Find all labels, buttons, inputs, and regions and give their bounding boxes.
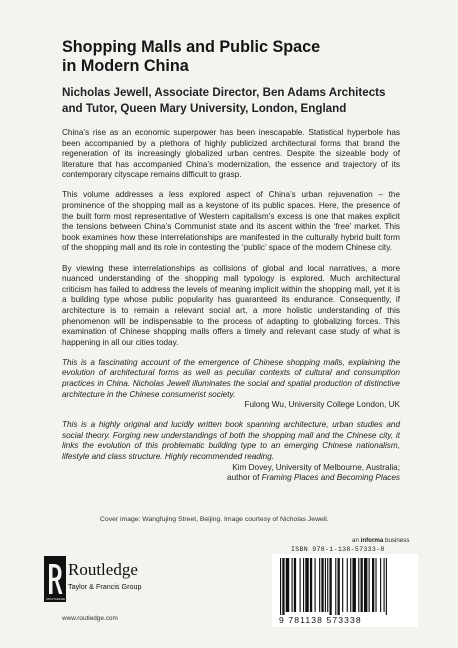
attribution-2-prefix: author of	[227, 473, 262, 483]
book-title	[62, 38, 402, 76]
informa-prefix: an	[352, 537, 361, 544]
routledge-logo	[44, 556, 164, 606]
routledge-r-icon	[44, 556, 66, 602]
blurb	[62, 128, 400, 493]
publisher-group: Taylor & Francis Group	[68, 582, 142, 591]
cover-credit: Cover image: Wangfujing Street, Beijing. Image courtesy of Nicholas Jewell.	[100, 516, 329, 523]
author-line-1: Nicholas Jewell, Associate Director, Ben Adams Architects	[62, 86, 386, 99]
publisher-website[interactable]: www.routledge.com	[62, 615, 118, 622]
endorsement-attribution-2	[62, 463, 400, 484]
header	[62, 38, 402, 116]
endorsement-attribution-1: Fulong Wu, University College London, UK	[244, 400, 400, 410]
endorsement-quote-2: This is a highly original and lucidly written book spanning architecture, urban studies and social theory. Forging new understandings of both the shopping mall and the Chinese city, it links the evolution of this problematic building type to an emerging Chinese nationalism, lifestyle and class structure. Highly recommended reading.	[62, 420, 400, 462]
barcode-digits: 9 781138 573338	[279, 615, 415, 625]
author-block	[62, 85, 402, 116]
paragraph-3: By viewing these interrelationships as collisions of global and local narratives, a more nuanced understanding of the shopping mall typology is explored. Much architectural criticism has failed to address the levels of meaning implicit within the shopping mall, yet it is a building type whose public popularity has guaranteed its endurance. Consequently, if architecture is to remain a relevant social art, a more holistic understanding of this phenomenon will be indispensable to the process of adapting to globalizing forces. This examination of Chinese shopping malls offers a timely and relevant case study of what is happening in all our cities today.	[62, 263, 400, 347]
attribution-2-line-1: Kim Dovey, University of Melbourne, Australia;	[232, 462, 400, 472]
barcode-icon	[272, 554, 418, 616]
attribution-2-titles: Framing Places and Becoming Places	[261, 473, 400, 483]
informa-suffix: business	[383, 537, 410, 544]
informa-word: informa	[360, 537, 384, 544]
endorsement-quote-1: This is a fascinating account of the emergence of Chinese shopping malls, explaining the evolution of architectural forms as well as peculiar contexts of cultural and consumption practices in China. Nicholas Jewell illuminates the social and spatial production of distinctive architecture in the Chinese consumerist society.	[62, 357, 400, 399]
title-line-1: Shopping Malls and Public Space	[62, 38, 321, 56]
author-line-2: and Tutor, Queen Mary University, London, England	[62, 101, 347, 115]
publisher-name: Routledge	[68, 560, 138, 579]
title-line-2: in Modern China	[62, 57, 189, 75]
isbn-text: ISBN 978-1-138-57333-8	[291, 546, 385, 553]
informa-business-label	[352, 537, 409, 544]
logo-vertical-text: ROUTLEDGE	[46, 597, 66, 601]
paragraph-2: This volume addresses a less explored aspect of China’s urban rejuvenation – the prominence of the shopping mall as a keystone of its public spaces. Here, the presence of the built form most representative of Western capitalism’s excess is one that makes explicit the tensions between China’s Communist state and its ascent within the ‘free’ market. This book examines how these interrelationships are manifested in the culturally hybrid built form of the shopping mall and its role in contesting the ‘public’ space of the modern Chinese city.	[62, 190, 400, 253]
paragraph-1: China’s rise as an economic superpower has been inescapable. Statistical hyperbole has been accompanied by a plethora of highly publicized architectural forms that brand the regeneration of its increasingly globalized urban centres. Despite the sizeable body of literature that has accompanied China’s modernization, the essence and trajectory of its contemporary cityscape remains difficult to grasp.	[62, 128, 400, 180]
